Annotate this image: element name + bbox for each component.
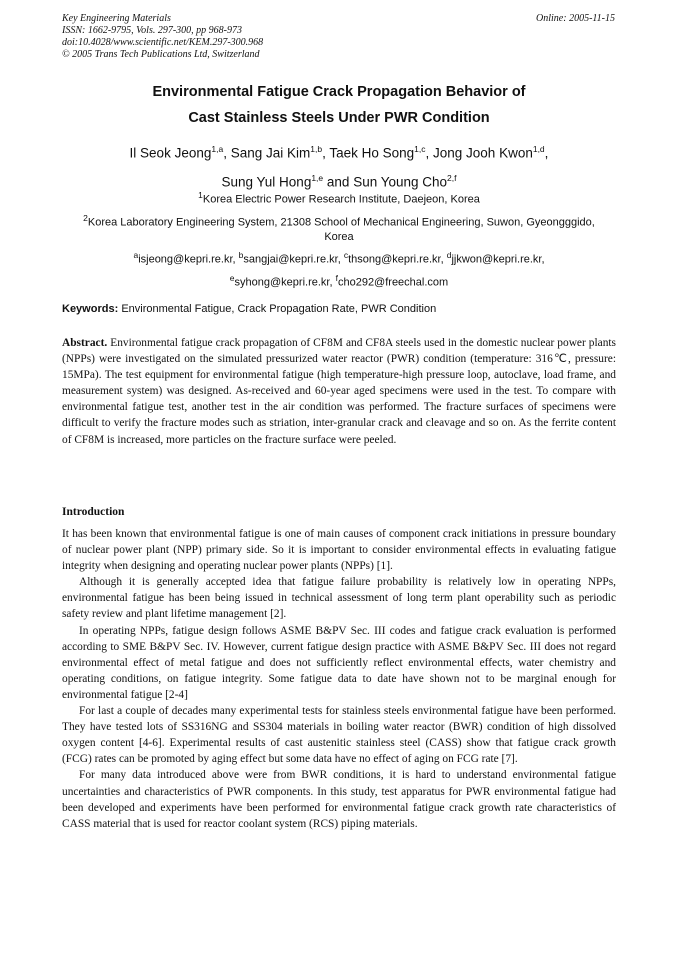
journal-issn: ISSN: 1662-9795, Vols. 297-300, pp 968-973	[62, 25, 242, 36]
author-sup: 1,b	[310, 144, 323, 154]
author-sup: 2,f	[447, 172, 457, 183]
abstract-text: Environmental fatigue crack propagation of CF8M and CF8A steels used in the domestic nuclear power plants (NPPs) were investigated on the simulated pressurized water reactor (PWR) condition (temperature: 316℃, pressure: 15MPa). The test equipment for environmental fatigue (high temperature-high pressure loop, autoclave, load frame, and measurement system) was designed. As-received and 60-year aged specimens were used in the test. To compare with environmental fatigue test, another test in the air condition was performed. The fracture surfaces of specimens were difficult to verify the fracture modes such as striation, inter-granular crack and cleavage and so on. As the ferrite content of CF8M is increased, more particles on the fracture surface were peeled.	[62, 337, 616, 446]
affiliation-sup: 2	[83, 213, 88, 223]
intro-paragraph: In operating NPPs, fatigue design follows ASME B&PV Sec. III codes and fatigue crack evaluation is performed according to SME B&PV Sec. IV. However, current fatigue design practice with ASME B&PV Sec. III does not regard environmental effect of metal fatigue and does not sufficiently reflect environmental effects, water chemistry and operating conditions, on fatigue integrity. Some fatigue data to date have shown not to be marginal enough for environmental fatigue [2-4]	[62, 624, 616, 701]
author-name: Sang Jai Kim	[230, 145, 311, 161]
abstract	[62, 335, 616, 448]
author-name: Sun Young Cho	[353, 174, 448, 189]
email-address: isjeong@kepri.re.kr	[138, 253, 233, 266]
keywords	[62, 302, 616, 316]
author-list	[62, 137, 616, 194]
email-sup: c	[343, 250, 349, 260]
author-name: Sung Yul Hong	[221, 174, 312, 189]
author-sep: ,	[223, 145, 231, 161]
email-sup: f	[335, 272, 338, 283]
title-line-1: Environmental Fatigue Crack Propagation Behavior of	[152, 84, 526, 100]
introduction-body	[62, 526, 616, 832]
intro-paragraph: Although it is generally accepted idea that fatigue failure probability is relatively low in operating NPPs, environmental fatigue has been being issued in technical assessment of long term plant operability such as periodic safety review and plant lifetime management [2].	[62, 576, 616, 621]
email-list	[62, 246, 616, 291]
author-line-1	[62, 137, 616, 166]
affiliation-text: Korea Laboratory Engineering System, 21308 School of Mechanical Engineering, Suwon, Gyeongggido, Korea	[87, 216, 595, 243]
email-address: thsong@kepri.re.kr	[348, 253, 441, 266]
email-sup: d	[446, 250, 452, 260]
affiliation-1	[62, 188, 616, 207]
email-address: syhong@kepri.re.kr	[234, 276, 330, 289]
keywords-label: Keywords:	[62, 303, 119, 315]
email-line-1: $^a$isjeong@kepri.re.kr, $^b$sangjai@kepri.re.kr, $^c$thsong@kepri.re.kr, $^d$jjkwon@kepri.re.kr,	[133, 250, 545, 266]
paper-title	[62, 79, 616, 131]
email-address: cho292@freechal.com	[337, 276, 449, 289]
author-name: Taek Ho Song	[329, 145, 415, 161]
journal-doi: doi:10.4028/www.scientific.net/KEM.297-300.968	[62, 37, 264, 48]
author-sep: ,	[544, 145, 549, 161]
email-address: jjkwon@kepri.re.kr	[451, 253, 542, 266]
author-sup: 1,e	[311, 172, 324, 183]
intro-paragraph: For last a couple of decades many experimental tests for stainless steels environmental fatigue have been performed. They have tested lots of SS316NG and SS304 materials in boiling water reactor (BWR) condition of high dissolved oxygen content [4-6]. Experimental results of cast austenitic stainless steel (CASS) show that fatigue crack growth (FCG) rates can be promoted by aging effect but some data have no effect of aging on FCG rate [7].	[62, 705, 616, 766]
email-address: sangjai@kepri.re.kr	[243, 253, 338, 266]
author-name: Jong Jooh Kwon	[433, 145, 533, 161]
author-sup: 1,c	[414, 144, 426, 154]
journal-header	[62, 13, 263, 61]
email-sup: a	[133, 250, 139, 260]
journal-copyright: © 2005 Trans Tech Publications Ltd, Switzerland	[62, 49, 260, 60]
author-sep: and	[323, 174, 354, 189]
intro-paragraph: It has been known that environmental fatigue is one of main causes of component crack initiations in pressure boundary of nuclear power plant (NPP) primary side. So it is important to consider environmental effects in evaluating fatigue integrity when designing and operating nuclear power plants (NPPs) [1].	[62, 528, 616, 573]
author-name: Il Seok Jeong	[129, 145, 212, 161]
journal-name: Key Engineering Materials	[62, 13, 171, 24]
email-sup: e	[229, 272, 235, 283]
online-date: Online: 2005-11-15	[536, 13, 615, 24]
affiliation-text: Korea Electric Power Research Institute, Daejeon, Korea	[202, 193, 480, 206]
author-sep: ,	[322, 145, 330, 161]
email-sup: b	[238, 250, 244, 260]
intro-paragraph: For many data introduced above were from BWR conditions, it is hard to understand environmental fatigue uncertainties and characteristics of PWR components. In this study, test apparatus for PWR environmental fatigue had been developed and experiments have been performed for environmental fatigue crack growth rate characteristics of CASS material that is used for reactor coolant system (RCS) piping materials.	[62, 769, 616, 830]
email-line-2: $^e$syhong@kepri.re.kr, $^f$cho292@freechal.com	[229, 272, 449, 289]
author-sup: 1,d	[532, 144, 545, 154]
affiliation-sup: 1	[198, 190, 203, 200]
title-line-2: Cast Stainless Steels Under PWR Condition	[188, 110, 490, 126]
affiliation-2	[82, 211, 596, 244]
keywords-text: Environmental Fatigue, Crack Propagation Rate, PWR Condition	[121, 303, 437, 315]
section-title-introduction: Introduction	[62, 506, 125, 518]
author-sep: ,	[425, 145, 434, 161]
abstract-label: Abstract.	[62, 337, 108, 349]
author-sup: 1,a	[211, 144, 224, 154]
